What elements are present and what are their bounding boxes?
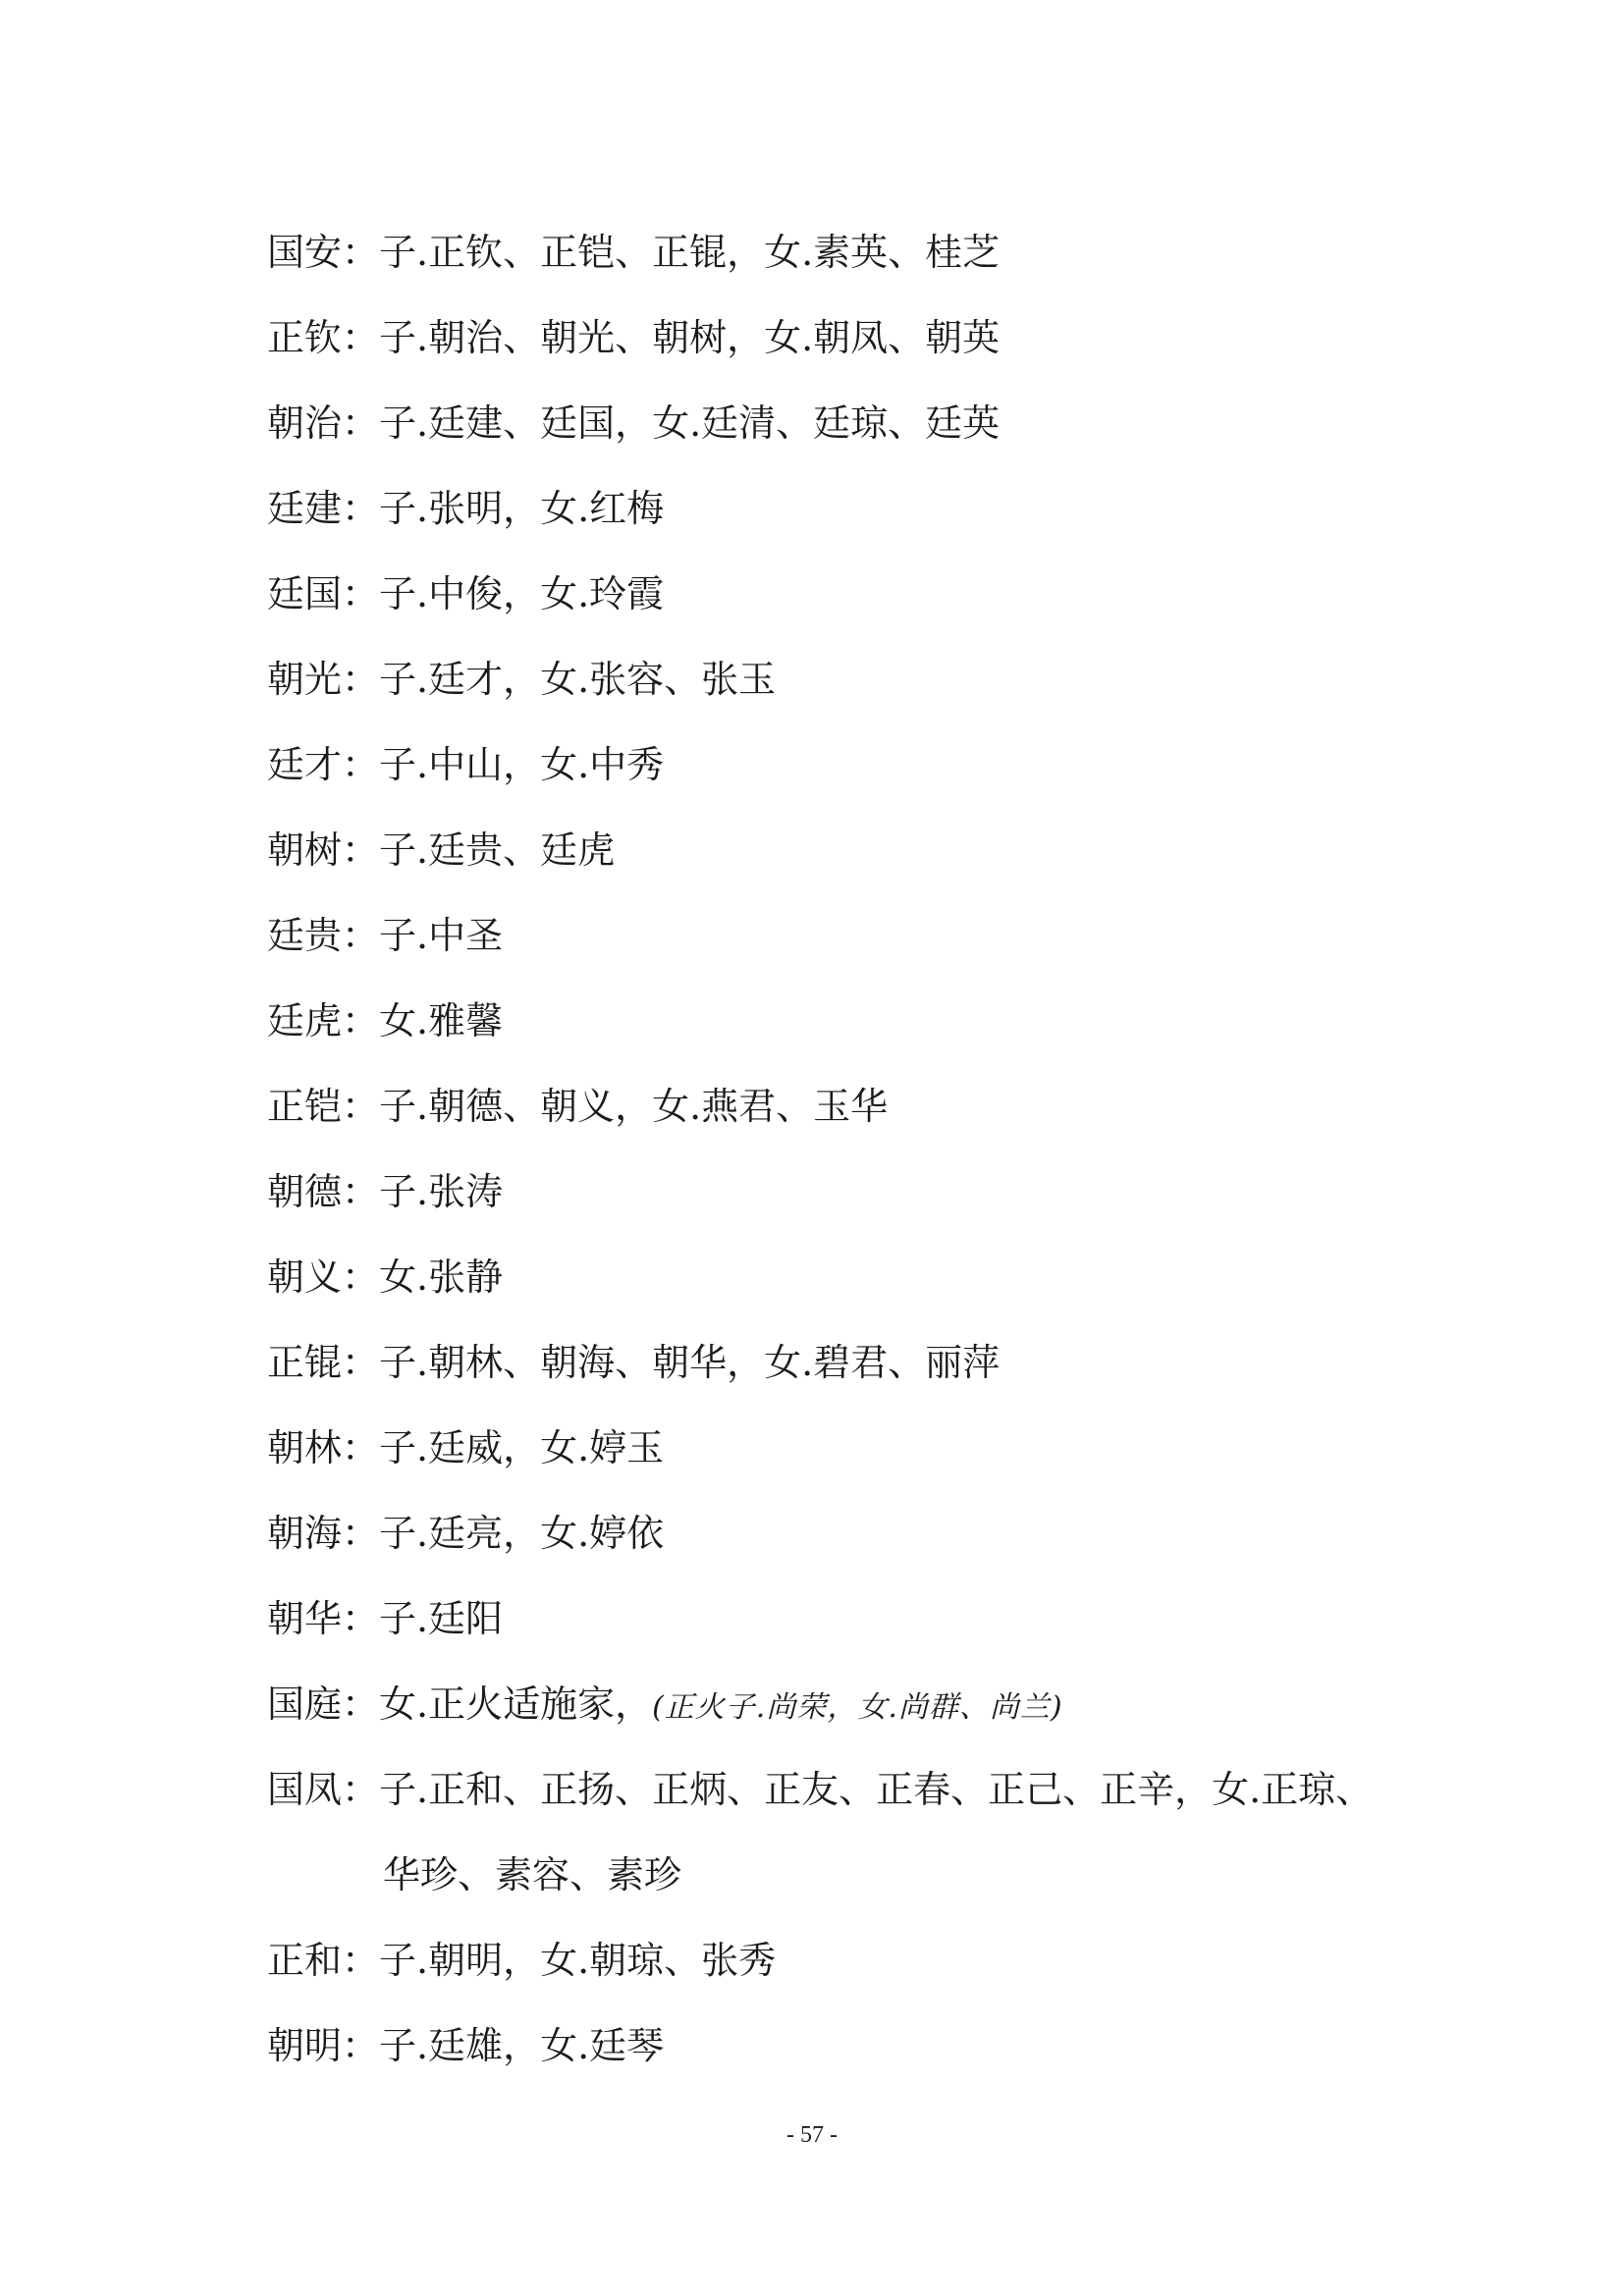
entry-guoting-note: (正火子.尚荣，女.尚群、尚兰) — [652, 1690, 1063, 1725]
genealogy-entry-list — [267, 210, 1426, 2089]
entry-zhengkai: 正铠：子.朝德、朝义，女.燕君、玉华 — [267, 1085, 889, 1128]
entry-tinggui: 廷贵：子.中圣 — [267, 914, 504, 957]
entry-chaohua: 朝华：子.廷阳 — [267, 1597, 504, 1640]
entry-tingjian: 廷建：子.张明，女.红梅 — [267, 487, 665, 530]
entry-chaoguang: 朝光：子.廷才，女.张容、张玉 — [267, 658, 777, 701]
entry-tinghu: 廷虎：女.雅馨 — [267, 999, 504, 1042]
entry-chaode: 朝德：子.张涛 — [267, 1170, 504, 1213]
entry-zhengqin: 正钦：子.朝治、朝光、朝树，女.朝凤、朝英 — [267, 316, 1001, 359]
entry-chaozhi: 朝治：子.廷建、廷国，女.廷清、廷琼、廷英 — [267, 401, 1001, 445]
entry-chaoming: 朝明：子.廷雄，女.廷琴 — [267, 2024, 665, 2067]
entry-zhengkun: 正锟：子.朝林、朝海、朝华，女.碧君、丽萍 — [267, 1341, 1001, 1384]
entry-guoan: 国安：子.正钦、正铠、正锟，女.素英、桂芝 — [267, 231, 1001, 274]
entry-chaoyi: 朝义：女.张静 — [267, 1255, 504, 1299]
entry-tingguo: 廷国：子.中俊，女.玲霞 — [267, 572, 665, 615]
entry-guoting — [267, 1662, 1426, 1747]
entry-guoting-text: 国庭：女.正火适施家， — [267, 1682, 653, 1726]
entry-chaolin: 朝林：子.廷威，女.婷玉 — [267, 1426, 665, 1469]
entry-tingcai: 廷才：子.中山，女.中秀 — [267, 743, 665, 786]
entry-zhenghe: 正和：子.朝明，女.朝琼、张秀 — [267, 1939, 777, 1982]
entry-chaohai: 朝海：子.廷亮，女.婷依 — [267, 1512, 665, 1555]
entry-guofeng — [267, 1747, 1426, 1918]
entry-chaoshu: 朝树：子.廷贵、廷虎 — [267, 828, 616, 872]
entry-guofeng-line1: 国凤：子.正和、正扬、正炳、正友、正春、正己、正辛，女.正琼、 — [267, 1768, 1374, 1811]
entry-guofeng-line2: 华珍、素容、素珍 — [383, 1853, 682, 1896]
page-number: - 57 - — [786, 2122, 838, 2148]
